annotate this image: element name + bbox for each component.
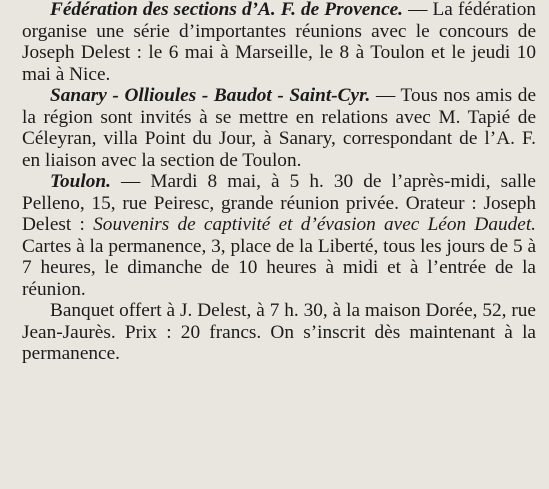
text-toulon-italic-title: Souvenirs de captivité et d’évasion avec Léon Daudet. bbox=[93, 214, 536, 235]
heading-sanary: Sanary - Ollioules - Baudot - Saint-Cyr. bbox=[50, 85, 371, 106]
text-toulon-after: Cartes à la permanence, 3, place de la Liberté, tous les jours de 5 à 7 heures, le dimanche de 10 heures à midi et à l’entrée de la réunion. bbox=[22, 235, 536, 300]
paragraph-sanary bbox=[22, 85, 536, 171]
heading-toulon: Toulon. bbox=[50, 171, 111, 192]
text-federation-provence: — La fédération organise une série d’importantes réunions avec le concours de Joseph Delest : le 6 mai à Marseille, le 8 à Toulon et le jeudi 10 mai à Nice. bbox=[22, 0, 536, 85]
paragraph-federation-provence bbox=[22, 0, 536, 85]
text-sanary: — Tous nos amis de la région sont invités à se mettre en relations avec M. Tapié de Céleyran, villa Point du Jour, à Sanary, correspondant de l’A. F. en liaison avec la section de Toulon. bbox=[22, 85, 537, 171]
paragraph-banquet bbox=[22, 300, 536, 365]
text-toulon-before: — Mardi 8 mai, à 5 h. 30 de l’après-midi, salle Pelleno, 15, rue Peiresc, grande réunion privée. Orateur : Joseph Delest : bbox=[22, 171, 536, 235]
paragraph-toulon bbox=[22, 171, 536, 300]
text-banquet: Banquet offert à J. Delest, à 7 h. 30, à la maison Dorée, 52, rue Jean-Jaurès. Prix : 20 francs. On s’inscrit dès maintenant à la permanence. bbox=[22, 300, 536, 364]
heading-federation-provence: Fédération des sections d’A. F. de Provence. bbox=[50, 0, 404, 20]
